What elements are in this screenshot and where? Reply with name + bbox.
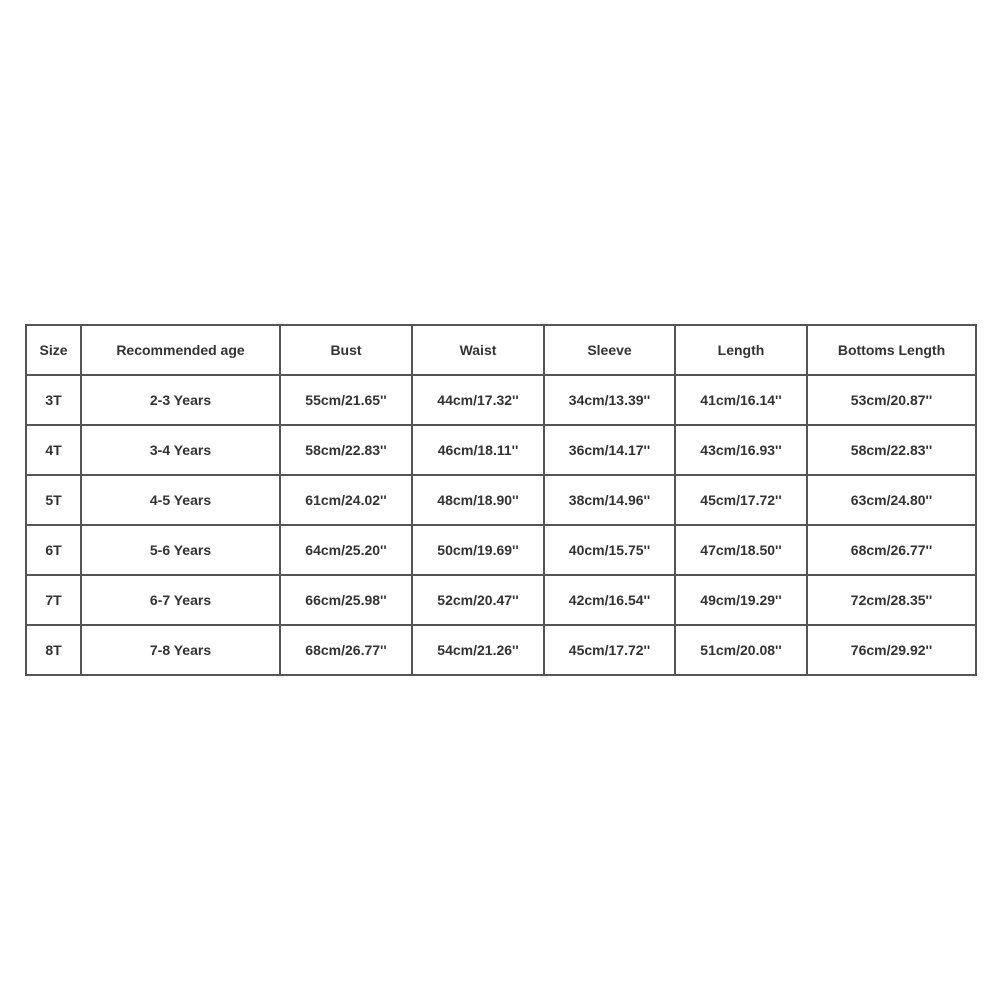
- table-cell: 6T: [26, 525, 81, 575]
- table-cell: 61cm/24.02'': [280, 475, 412, 525]
- table-cell: 4T: [26, 425, 81, 475]
- table-cell: 54cm/21.26'': [412, 625, 544, 675]
- table-row: [26, 475, 976, 525]
- table-cell: 50cm/19.69'': [412, 525, 544, 575]
- table-cell: 3-4 Years: [81, 425, 280, 475]
- header-cell-bust: Bust: [280, 325, 412, 375]
- table-cell: 76cm/29.92'': [807, 625, 976, 675]
- table-cell: 66cm/25.98'': [280, 575, 412, 625]
- header-row: [26, 325, 976, 375]
- table-row: [26, 425, 976, 475]
- table-cell: 52cm/20.47'': [412, 575, 544, 625]
- table-cell: 58cm/22.83'': [807, 425, 976, 475]
- table-cell: 6-7 Years: [81, 575, 280, 625]
- table-cell: 4-5 Years: [81, 475, 280, 525]
- table-row: [26, 375, 976, 425]
- table-cell: 36cm/14.17'': [544, 425, 675, 475]
- table-cell: 41cm/16.14'': [675, 375, 807, 425]
- header-cell-recommended-age: Recommended age: [81, 325, 280, 375]
- table-cell: 45cm/17.72'': [675, 475, 807, 525]
- table-cell: 5T: [26, 475, 81, 525]
- table-cell: 72cm/28.35'': [807, 575, 976, 625]
- header-cell-waist: Waist: [412, 325, 544, 375]
- table-cell: 49cm/19.29'': [675, 575, 807, 625]
- table-cell: 58cm/22.83'': [280, 425, 412, 475]
- table-row: [26, 525, 976, 575]
- table-cell: 7T: [26, 575, 81, 625]
- header-cell-size: Size: [26, 325, 81, 375]
- table-cell: 7-8 Years: [81, 625, 280, 675]
- table-cell: 51cm/20.08'': [675, 625, 807, 675]
- table-cell: 45cm/17.72'': [544, 625, 675, 675]
- table-cell: 8T: [26, 625, 81, 675]
- table-cell: 55cm/21.65'': [280, 375, 412, 425]
- table-cell: 68cm/26.77'': [807, 525, 976, 575]
- table-cell: 42cm/16.54'': [544, 575, 675, 625]
- table-cell: 38cm/14.96'': [544, 475, 675, 525]
- table-header: [26, 325, 976, 375]
- size-chart-table: [25, 324, 977, 676]
- header-cell-sleeve: Sleeve: [544, 325, 675, 375]
- header-cell-length: Length: [675, 325, 807, 375]
- table-cell: 46cm/18.11'': [412, 425, 544, 475]
- table-cell: 53cm/20.87'': [807, 375, 976, 425]
- header-cell-bottoms-length: Bottoms Length: [807, 325, 976, 375]
- table-cell: 5-6 Years: [81, 525, 280, 575]
- table-cell: 47cm/18.50'': [675, 525, 807, 575]
- table-cell: 34cm/13.39'': [544, 375, 675, 425]
- table-body: [26, 375, 976, 675]
- table-cell: 68cm/26.77'': [280, 625, 412, 675]
- table-cell: 3T: [26, 375, 81, 425]
- table-row: [26, 625, 976, 675]
- table-cell: 63cm/24.80'': [807, 475, 976, 525]
- table-cell: 44cm/17.32'': [412, 375, 544, 425]
- table-cell: 43cm/16.93'': [675, 425, 807, 475]
- table-cell: 40cm/15.75'': [544, 525, 675, 575]
- table-cell: 64cm/25.20'': [280, 525, 412, 575]
- table-row: [26, 575, 976, 625]
- table-cell: 48cm/18.90'': [412, 475, 544, 525]
- table-cell: 2-3 Years: [81, 375, 280, 425]
